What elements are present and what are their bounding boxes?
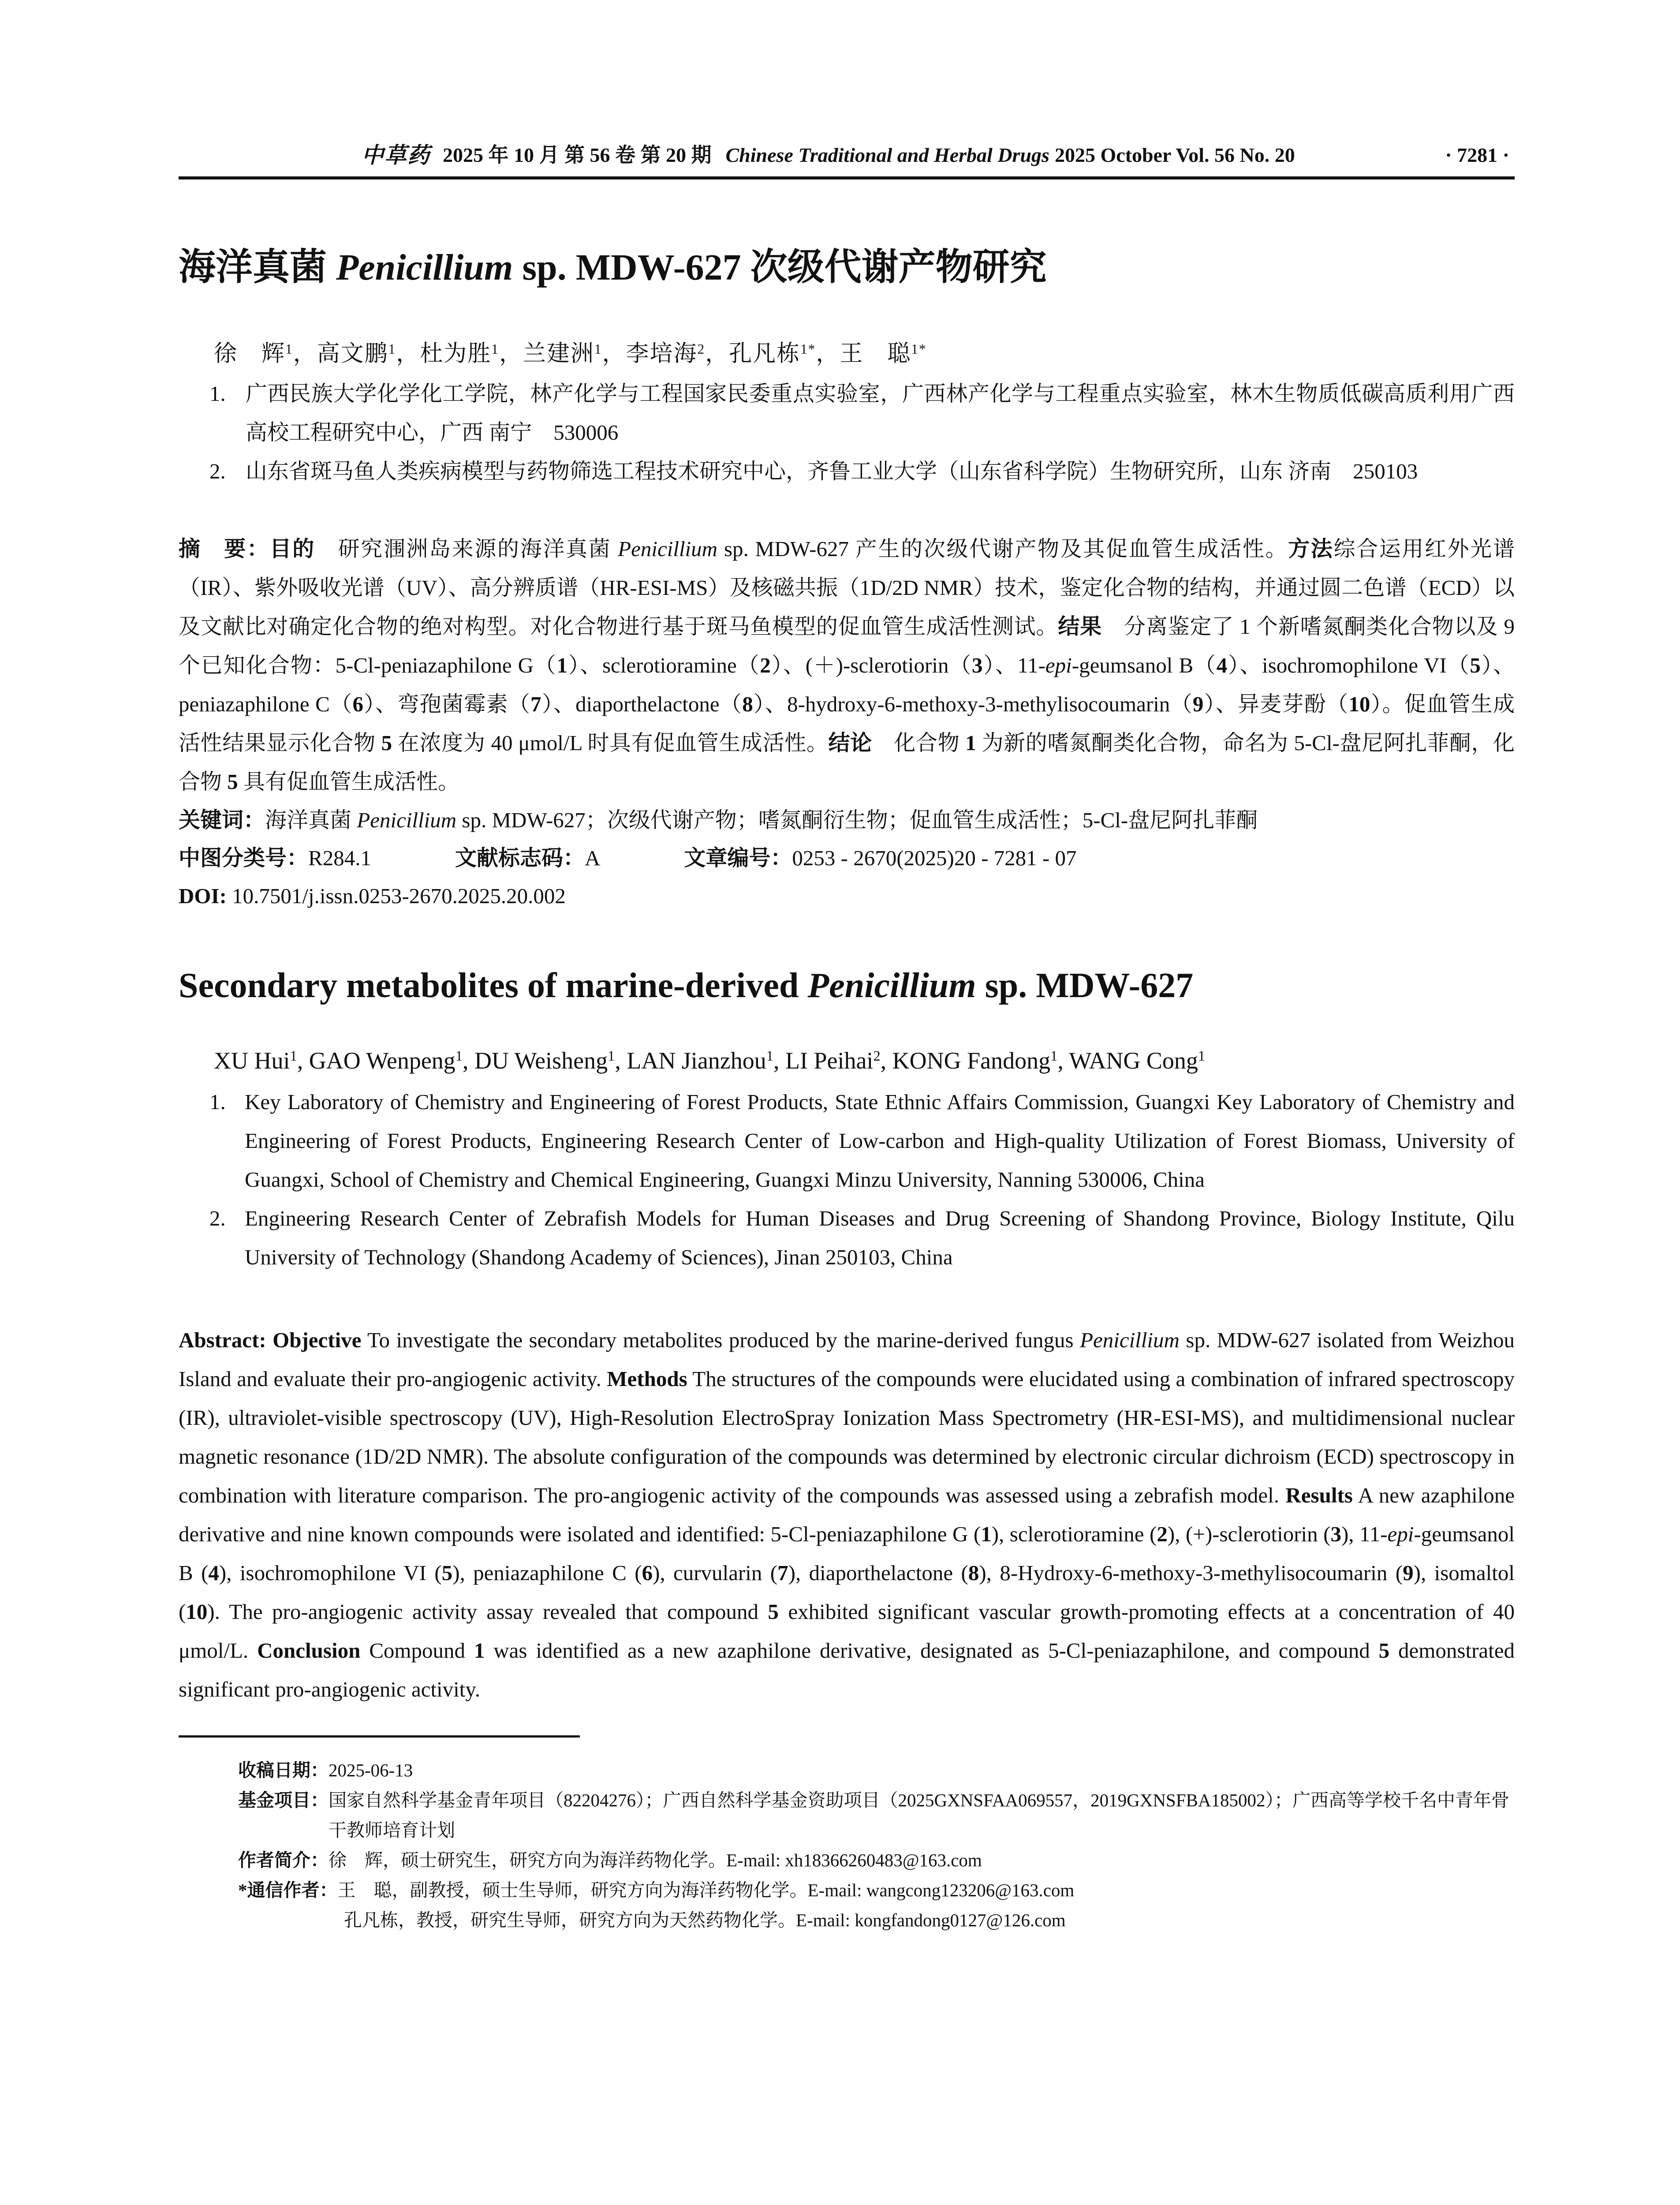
compound-number: 5 xyxy=(227,770,238,794)
objective-text: sp. MDW-627 产生的次级代谢产物及其促血管生成活性。 xyxy=(717,537,1288,561)
separator: ， xyxy=(705,341,729,366)
affiliation-en-1 xyxy=(209,1083,1515,1199)
title-en-genus: Penicillium xyxy=(807,966,976,1005)
compound-number: 4 xyxy=(1216,653,1228,677)
affiliation-text: 广西民族大学化学化工学院，林产化学与工程国家民委重点实验室，广西林产化学与工程重点实验室，林木生物质低碳高质利用广西高校工程研究中心，广西 南宁 530006 xyxy=(246,381,1515,445)
results-text: A new azaphilone derivative and nine known compounds were isolated and identified: 5-Cl-peniazaphilone G ( xyxy=(179,1483,1515,1546)
compound-text: ), isomaltol ( xyxy=(179,1561,1515,1624)
results-text: exhibited significant vascular growth-promoting effects at a concentration of 40 μmol/L. xyxy=(179,1600,1515,1663)
conclusion-text: 为新的嗜氮酮类化合物，命名为 5-Cl-盘尼阿扎菲酮，化合物 xyxy=(179,731,1515,794)
separator: ， xyxy=(499,341,523,366)
issue-info-cn: 2025 年 10 月 第 56 卷 第 20 期 xyxy=(443,144,712,166)
author-name: KONG Fandong xyxy=(892,1047,1051,1074)
conclusion-text: 化合物 xyxy=(872,731,966,755)
author-name: LAN Jianzhou xyxy=(627,1047,766,1074)
results-text: 在浓度为 40 μmol/L 时具有促血管生成活性。 xyxy=(392,731,829,755)
compound-number: 5 xyxy=(441,1561,453,1585)
clc-value: R284.1 xyxy=(308,846,371,870)
separator: ， xyxy=(396,341,420,366)
separator: , xyxy=(773,1047,785,1074)
compound-text: -geumsanol B ( xyxy=(179,1522,1515,1585)
genus-name: Penicillium xyxy=(618,537,718,561)
journal-logo: 中草药 xyxy=(362,143,430,168)
doi-label: DOI: xyxy=(179,884,227,908)
compound-number: 7 xyxy=(530,692,541,716)
separator: , xyxy=(463,1047,475,1074)
compound-text: ), (+)-sclerotiorin ( xyxy=(1167,1522,1331,1546)
received-label: 收稿日期： xyxy=(238,1760,329,1780)
epi-prefix: epi xyxy=(1045,653,1072,677)
methods-text: The structures of the compounds were elucidated using a combination of infrared spectroscopy (IR), ultraviolet-visible spectroscopy (UV), High-Resolution ElectroSpray Ionization Mass Spectrometry (HR-ESI-MS), and multidimensional nuclear magnetic resonance (1D/2D NMR). The absolute configuration of the compounds was determined by electronic circular dichroism (ECD) spectroscopy in combination with literature comparison. The pro-angiogenic activity of the compounds was assessed using a zebrafish model. xyxy=(179,1367,1515,1507)
author-name: 高文鹏 xyxy=(317,341,388,366)
author-name: 兰建洲 xyxy=(523,341,594,366)
compound-text: ), 11- xyxy=(1341,1522,1388,1546)
compound-number: 2 xyxy=(1157,1522,1168,1546)
compound-number: 10 xyxy=(1348,692,1370,716)
affiliation-text: 山东省斑马鱼人类疾病模型与药物筛选工程技术研究中心，齐鲁工业大学（山东省科学院）生物研究所，山东 济南 250103 xyxy=(246,459,1418,483)
compound-text: ）、(＋)-sclerotiorin（ xyxy=(770,653,972,677)
article-number-value: 0253 - 2670(2025)20 - 7281 - 07 xyxy=(792,846,1077,870)
title-en-post: sp. MDW-627 xyxy=(976,966,1194,1005)
conclusion-text: was identified as a new azaphilone derivative, designated as 5-Cl-peniazaphilone, and compound xyxy=(485,1638,1379,1663)
author-name: 李培海 xyxy=(626,341,698,366)
compound-number: 5 xyxy=(1378,1638,1390,1663)
compound-number: 1 xyxy=(474,1638,485,1663)
compound-text: ）、弯孢菌霉素（ xyxy=(363,692,531,716)
author-affiliation-marker: 1 xyxy=(388,341,396,357)
header-rule xyxy=(179,176,1515,179)
clc-label: 中图分类号： xyxy=(179,846,309,870)
results-label: Results xyxy=(1285,1483,1353,1507)
author-name: 王 聪 xyxy=(840,341,911,366)
author-affiliation-marker: 2 xyxy=(873,1048,881,1065)
footnote-rule xyxy=(179,1735,580,1738)
author-name: 徐 辉 xyxy=(214,341,286,366)
title-cn-post: sp. MDW-627 次级代谢产物研究 xyxy=(513,247,1047,288)
affiliation-en-2 xyxy=(209,1199,1515,1277)
author-name: DU Weisheng xyxy=(474,1047,608,1074)
objective-text: sp. MDW-627 isolated from Weizhou Island and evaluate their pro-angiogenic activity. xyxy=(179,1328,1515,1391)
author-affiliation-marker: 1* xyxy=(911,341,927,357)
compound-text: ）、异麦芽酚（ xyxy=(1203,692,1349,716)
genus-name: Penicillium xyxy=(1080,1328,1180,1352)
compound-text: ）、sclerotioramine（ xyxy=(567,653,760,677)
title-en-pre: Secondary metabolites of marine-derived xyxy=(179,966,808,1005)
author-name: 杜为胜 xyxy=(420,341,492,366)
compound-number: 5 xyxy=(768,1600,779,1624)
classification-line xyxy=(179,839,1515,877)
author-affiliation-marker: 1 xyxy=(491,341,499,357)
results-label: 结果 xyxy=(1058,614,1102,639)
compound-text: ). The pro-angiogenic activity assay revealed that compound xyxy=(207,1600,768,1624)
separator: ， xyxy=(293,341,317,366)
title-en xyxy=(179,964,1515,1008)
compound-number: 8 xyxy=(968,1561,979,1585)
separator: , xyxy=(1057,1047,1069,1074)
compound-number: 9 xyxy=(1403,1561,1414,1585)
separator: , xyxy=(297,1047,309,1074)
epi-prefix: epi xyxy=(1387,1522,1414,1546)
separator: , xyxy=(615,1047,627,1074)
author-affiliation-marker: 1 xyxy=(766,1048,773,1065)
compound-number: 1 xyxy=(965,731,976,755)
bio-value: 徐 辉，硕士研究生，研究方向为海洋药物化学。E-mail: xh18366260483@163.com xyxy=(329,1850,982,1870)
affiliation-number: 2. xyxy=(209,1206,226,1230)
compound-text: ), diaporthelactone ( xyxy=(788,1561,968,1585)
keywords-label: 关键词： xyxy=(179,808,265,832)
compound-text: ）、8-hydroxy-6-methoxy-3-methylisocoumarin（ xyxy=(753,692,1193,716)
author-affiliation-marker: 1 xyxy=(594,341,602,357)
funding-value: 国家自然科学基金青年项目（82204276）；广西自然科学基金资助项目（2025GXNSFAA069557，2019GXNSFBA185002）；广西高等学校千名中青年骨干教师培育计划 xyxy=(329,1790,1509,1840)
bio-label: 作者简介： xyxy=(238,1850,329,1870)
author-bio xyxy=(238,1845,1515,1875)
compound-number: 10 xyxy=(186,1600,208,1624)
author-affiliation-marker: 1 xyxy=(1050,1048,1058,1065)
keywords-text: 海洋真菌 xyxy=(265,808,357,832)
received-date xyxy=(238,1755,1515,1785)
methods-text: 综合运用红外光谱（IR）、紫外吸收光谱（UV）、高分辨质谱（HR-ESI-MS）及核磁共振（1D/2D NMR）技术，鉴定化合物的结构，并通过圆二色谱（ECD）以及文献比对确定化合物的绝对构型。对化合物进行基于斑马鱼模型的促血管生成活性测试。 xyxy=(179,537,1515,639)
author-affiliation-marker: 1 xyxy=(1198,1048,1206,1065)
compound-number: 2 xyxy=(760,653,771,677)
corresponding-label: *通信作者： xyxy=(238,1880,338,1900)
compound-text: ）。促血管生成活性结果显示化合物 xyxy=(179,692,1515,755)
separator: , xyxy=(880,1047,892,1074)
footnotes xyxy=(238,1755,1515,1935)
compound-text: ）、11- xyxy=(982,653,1045,677)
abstract-label: Abstract: Objective xyxy=(179,1328,362,1352)
separator: ， xyxy=(602,341,626,366)
doi-line xyxy=(179,877,1515,915)
title-cn-pre: 海洋真菌 xyxy=(179,247,336,288)
genus-name: Penicillium xyxy=(357,808,457,832)
compound-number: 8 xyxy=(742,692,753,716)
objective-text: 研究涠洲岛来源的海洋真菌 xyxy=(315,537,618,561)
abstract-label: 摘 要： xyxy=(179,537,270,561)
title-cn-genus: Penicillium xyxy=(336,247,513,288)
funding-label: 基金项目： xyxy=(238,1790,329,1810)
compound-number: 1 xyxy=(981,1522,992,1546)
corresponding-value: 王 聪，副教授，硕士生导师，研究方向为海洋药物化学。E-mail: wangcong123206@163.com xyxy=(337,1880,1075,1900)
affiliation-cn-1 xyxy=(209,374,1515,452)
compound-number: 6 xyxy=(352,692,363,716)
compound-number: 1 xyxy=(556,653,568,677)
compound-text: ), 8-Hydroxy-6-methoxy-3-methylisocoumarin ( xyxy=(979,1561,1403,1585)
compound-text: ), curvularin ( xyxy=(653,1561,778,1585)
keywords-text: sp. MDW-627；次级代谢产物；嗜氮酮衍生物；促血管生成活性；5-Cl-盘尼阿扎菲酮 xyxy=(456,808,1258,832)
compound-number: 6 xyxy=(642,1561,653,1585)
doc-code-label: 文献标志码： xyxy=(455,846,585,870)
affiliation-number: 1. xyxy=(209,381,226,406)
title-cn xyxy=(179,246,1515,290)
compound-number: 5 xyxy=(381,731,392,755)
author-name: XU Hui xyxy=(214,1047,290,1074)
compound-text: -geumsanol B（ xyxy=(1071,653,1217,677)
author-affiliation-marker: 1 xyxy=(455,1048,463,1065)
author-name: GAO Wenpeng xyxy=(309,1047,455,1074)
compound-text: ）、isochromophilone VI（ xyxy=(1227,653,1470,677)
running-header xyxy=(179,142,1515,168)
separator: ， xyxy=(816,341,840,366)
author-name: WANG Cong xyxy=(1069,1047,1198,1074)
doi-value[interactable]: 10.7501/j.issn.0253-2670.2025.20.002 xyxy=(226,884,566,908)
author-name: 孔凡栋 xyxy=(729,341,801,366)
issue-info-en: 2025 October Vol. 56 No. 20 xyxy=(1054,144,1295,166)
objective-label: 目的 xyxy=(269,537,315,561)
methods-label: Methods xyxy=(607,1367,687,1391)
conclusion-text: demonstrated significant pro-angiogenic activity. xyxy=(179,1638,1515,1701)
compound-text: ), isochromophilone VI ( xyxy=(219,1561,442,1585)
conclusion-label: 结论 xyxy=(828,731,872,755)
author-affiliation-marker: 2 xyxy=(697,341,706,357)
affiliation-number: 2. xyxy=(209,459,226,483)
authors-en xyxy=(214,1043,1515,1078)
affiliation-text: Engineering Research Center of Zebrafish Models for Human Diseases and Drug Screening of Shandong Province, Biology Institute, Qilu University of Technology (Shandong Academy of Sciences), Jinan 250103, China xyxy=(245,1206,1515,1269)
compound-number: 3 xyxy=(972,653,983,677)
author-affiliation-marker: 1 xyxy=(608,1048,615,1065)
author-affiliation-marker: 1 xyxy=(290,1048,297,1065)
compound-number: 9 xyxy=(1192,692,1204,716)
funding xyxy=(238,1785,1515,1845)
compound-number: 4 xyxy=(208,1561,219,1585)
authors-cn xyxy=(214,338,1515,370)
corresponding-author-2: 孔凡栋，教授，研究生导师，研究方向为天然药物化学。E-mail: kongfandong0127@126.com xyxy=(344,1910,1066,1930)
compound-text: ）、diaporthelactone（ xyxy=(541,692,743,716)
author-affiliation-marker: 1 xyxy=(285,341,293,357)
compound-text: ), peniazaphilone C ( xyxy=(452,1561,642,1585)
journal-page xyxy=(179,0,1515,1953)
article-number-label: 文章编号： xyxy=(684,846,792,870)
objective-text: To investigate the secondary metabolites produced by the marine-derived fungus xyxy=(361,1328,1080,1352)
compound-number: 7 xyxy=(777,1561,788,1585)
compound-number: 3 xyxy=(1330,1522,1341,1546)
author-name: LI Peihai xyxy=(785,1047,874,1074)
abstract-cn xyxy=(179,530,1515,801)
received-value: 2025-06-13 xyxy=(329,1760,413,1780)
compound-text: ), sclerotioramine ( xyxy=(991,1522,1157,1546)
author-affiliation-marker: 1* xyxy=(800,341,816,357)
compound-text: ）、peniazaphilone C（ xyxy=(179,653,1515,716)
affiliation-text: Key Laboratory of Chemistry and Engineering of Forest Products, State Ethnic Affairs Commission, Guangxi Key Laboratory of Chemistry and Engineering of Forest Products, Engineering Research Center of Low-carbon and High-quality Utilization of Forest Biomass, University of Guangxi, School of Chemistry and Chemical Engineering, Guangxi Minzu University, Nanning 530006, China xyxy=(245,1090,1515,1192)
journal-name-en: Chinese Traditional and Herbal Drugs xyxy=(725,144,1049,166)
methods-label: 方法 xyxy=(1288,537,1334,561)
affiliation-cn-2 xyxy=(209,452,1515,491)
conclusion-text: 具有促血管生成活性。 xyxy=(238,770,460,794)
doc-code-value: A xyxy=(584,846,601,870)
compound-number: 5 xyxy=(1470,653,1481,677)
page-number: · 7281 · xyxy=(1445,144,1509,166)
affiliation-number: 1. xyxy=(209,1090,226,1114)
conclusion-label: Conclusion xyxy=(257,1638,361,1663)
keywords-cn xyxy=(179,801,1515,839)
results-text: 分离鉴定了 1 个新嗜氮酮类化合物以及 9 个已知化合物：5-Cl-peniazaphilone G（ xyxy=(179,614,1515,677)
conclusion-text: Compound xyxy=(360,1638,474,1663)
abstract-en xyxy=(179,1321,1515,1709)
corresponding-author-1 xyxy=(238,1875,1515,1905)
